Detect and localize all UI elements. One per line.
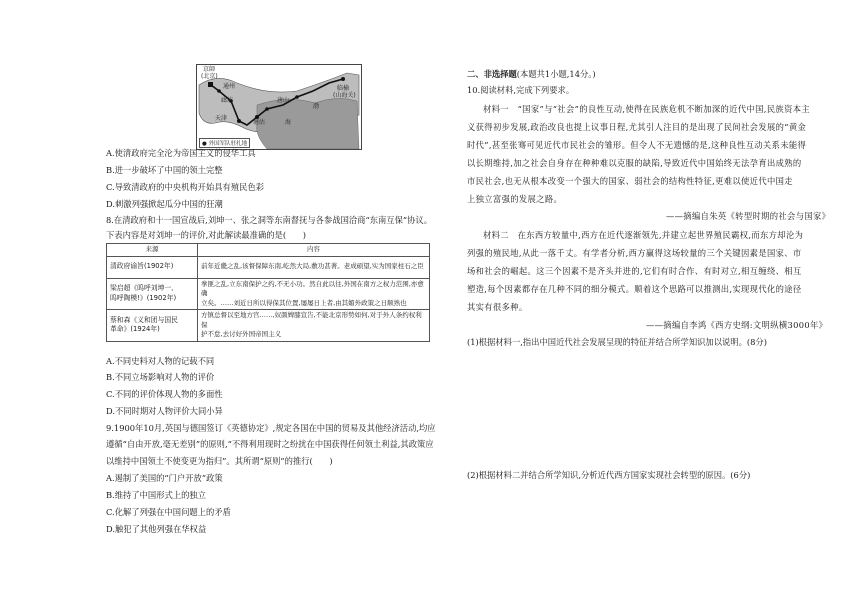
section-title: 二、非选择题 bbox=[467, 69, 517, 79]
table-cell-content bbox=[198, 278, 430, 310]
material1-line-2: 义获得初步发展,政治改良也提上议事日程,尤其引人注目的是出现了民间社会发展的“黄金 bbox=[467, 122, 807, 132]
table-cell-text: 方镇总督以至地方官……,奴颜婢膝宣告,不能北京形势如何,对于外人条约权利保 bbox=[201, 311, 422, 329]
q8-option-d: D.不同时期对人物评价大同小异 bbox=[106, 406, 223, 416]
material1-line-3: 时代”,甚至张骞可见近代市民社会的雏形。但令人不无遗憾的是,这种良性互动关系未能得 bbox=[467, 140, 807, 150]
map-label-beijing: 京師 bbox=[203, 66, 216, 73]
table-cell-text: 蔡和森《义和团与国民 bbox=[110, 315, 178, 324]
q9-option-b: B.维持了中国形式上的独立 bbox=[106, 490, 207, 500]
table-cell-text: 护不怠,去讨好外国帝国主义 bbox=[201, 330, 282, 338]
map-label-linyu: 临榆 bbox=[337, 85, 350, 92]
material2-source: ——摘编自李鸿《西方史纲:文明纵横3000年》 bbox=[646, 320, 828, 330]
q7-option-d: D.刺激列强掀起瓜分中国的狂潮 bbox=[106, 199, 223, 209]
table-header-source: 来源 bbox=[107, 244, 198, 257]
map-label-beijing-sub: (北京) bbox=[201, 73, 218, 80]
material1-line-4: 以长期维持,加之社会自身存在种种难以克服的缺陷,导致近代中国始终无法孕育出成熟的 bbox=[467, 158, 802, 168]
section-note: (本题共1小题,14分。) bbox=[516, 69, 596, 79]
map-label-sea: 海 bbox=[285, 119, 292, 126]
table-cell-source bbox=[107, 256, 198, 278]
table-cell-source bbox=[107, 278, 198, 310]
q9-option-c: C.化解了列强在中国问题上的矛盾 bbox=[106, 507, 231, 517]
historical-map bbox=[196, 64, 362, 150]
q9-stem-line-3: 以维持中国领土不使变更为指归”。其所谓“原则”的推行( ) bbox=[106, 456, 333, 466]
map-graphic bbox=[197, 65, 361, 149]
table-header-content: 内容 bbox=[198, 244, 430, 257]
q9-stem-line-2: 遵循“自由开放,毫无差别”的原则,“不得利用现时之纷扰在中国获得任何领土利益,其政策应 bbox=[106, 439, 434, 449]
map-label-tongzhou: 通州 bbox=[223, 83, 236, 90]
map-label-tianjin: 天津 bbox=[215, 115, 228, 122]
q8-stem-line-2: 下表内容是对刘坤一的评价,对此解读最准确的是( ) bbox=[106, 230, 306, 240]
table-cell-text: 立矣。……刘近日所以得保其位置,屡屡日上者,由其媚外政策之日顺熟也 bbox=[201, 298, 407, 307]
table-cell-source bbox=[107, 310, 198, 342]
table-cell-content bbox=[198, 256, 430, 278]
q7-option-a: A.使清政府完全沦为帝国主义的侵华工具 bbox=[106, 148, 256, 158]
q9-option-d: D.触犯了其他列强在华权益 bbox=[106, 524, 207, 534]
q10-title: 10.阅读材料,完成下列要求。 bbox=[467, 85, 575, 95]
material2-line-1: 材料二 在东西方较量中,西方在近代逐渐领先,并建立起世界殖民霸权,而东方却沦为 bbox=[483, 230, 804, 240]
q8-option-c: C.不同的评价体现人物的多面性 bbox=[106, 389, 223, 399]
table-header-row bbox=[107, 244, 430, 257]
table-cell-text: 拳匪之乱,立东南保护之约,不无小功。然自此以往,外国在南方之权力范围,亦愈确 bbox=[201, 279, 424, 297]
material1-line-1: 材料一 “国家”与“社会”的良性互动,使得在民族危机不断加深的近代中国,民族资本主 bbox=[483, 104, 810, 114]
section-heading bbox=[467, 69, 596, 79]
evaluation-table bbox=[106, 243, 430, 342]
map-legend-label: 外国军队驻扎地 bbox=[208, 141, 248, 147]
question-1: (1)根据材料一,指出中国近代社会发展呈现的特征并结合所学知识加以说明。(8分) bbox=[467, 337, 767, 347]
material2-line-4: 塑造,每个因素都存在几种不同的细分模式。顺着这个思路可以推测出,实现现代化的途径 bbox=[467, 284, 802, 294]
q7-option-b: B.进一步破坏了中国的领土完整 bbox=[106, 165, 223, 175]
question-2: (2)根据材料二并结合所学知识,分析近代西方国家实现社会转型的原因。(6分) bbox=[467, 470, 751, 480]
q8-option-b: B.不同立场影响对人物的评价 bbox=[106, 372, 215, 382]
map-label-tanggu: 塘沽 bbox=[253, 119, 266, 126]
material2-line-5: 其实有很多种。 bbox=[467, 302, 528, 312]
map-label-linyu-sub: (山海关) bbox=[333, 92, 356, 99]
table-cell-text: 清政府谕旨(1902年) bbox=[110, 262, 174, 271]
map-label-tangshan: 唐山 bbox=[277, 97, 290, 104]
map-label-langfang: 廊坊 bbox=[221, 97, 234, 104]
map-legend: ● 外国军队驻扎地 bbox=[199, 138, 250, 148]
q8-stem-line-1: 8.在清政府和十一国宣战后,刘坤一、张之洞等东南督抚与各参战国洽商“东南互保”协议。 bbox=[106, 215, 433, 225]
table-cell-content bbox=[198, 310, 430, 342]
q9-option-a: A.遏制了美国的“门户开放”政策 bbox=[106, 473, 223, 483]
table-row bbox=[107, 278, 430, 310]
q8-option-a: A.不同史料对人物的记载不同 bbox=[106, 356, 215, 366]
q7-option-c: C.导致清政府的中央机构开始具有殖民色彩 bbox=[106, 182, 265, 192]
table-row bbox=[107, 310, 430, 342]
q9-stem-line-1: 9.1900年10月,英国与德国签订《英德协定》,规定各国在中国的贸易及其他经济活动,均应 bbox=[106, 423, 436, 433]
table-cell-text: 革命》(1924年) bbox=[110, 325, 160, 334]
material1-line-5: 市民社会,也无从根本改变一个强大的国家、弱社会的结构性特征,更难以使近代中国走 bbox=[467, 176, 793, 186]
map-label-bohai: 渤 bbox=[313, 103, 320, 110]
table-cell-text: 前年近畿之乱,该督保障东南,屹然大局,敷功甚著。老成硕望,实为国家柱石之臣 bbox=[201, 262, 424, 271]
material2-line-3: 场和社会的崛起。这三个因素不是齐头并进的,它们有时合作、有时对立,相互缠绕、相互 bbox=[467, 266, 802, 276]
material1-line-6: 上独立富强的发展之路。 bbox=[467, 194, 563, 204]
table-row bbox=[107, 256, 430, 278]
material1-source: ——摘编自朱英《转型时期的社会与国家》 bbox=[666, 211, 831, 221]
table-cell-text: 呜呼陶模!》(1902年) bbox=[110, 293, 177, 302]
table-cell-text: 梁启超《呜呼刘坤一、 bbox=[110, 284, 178, 293]
material2-line-2: 列强的殖民地,从此一落千丈。有学者分析,西方赢得这场较量的三个关键因素是国家、市 bbox=[467, 248, 802, 258]
